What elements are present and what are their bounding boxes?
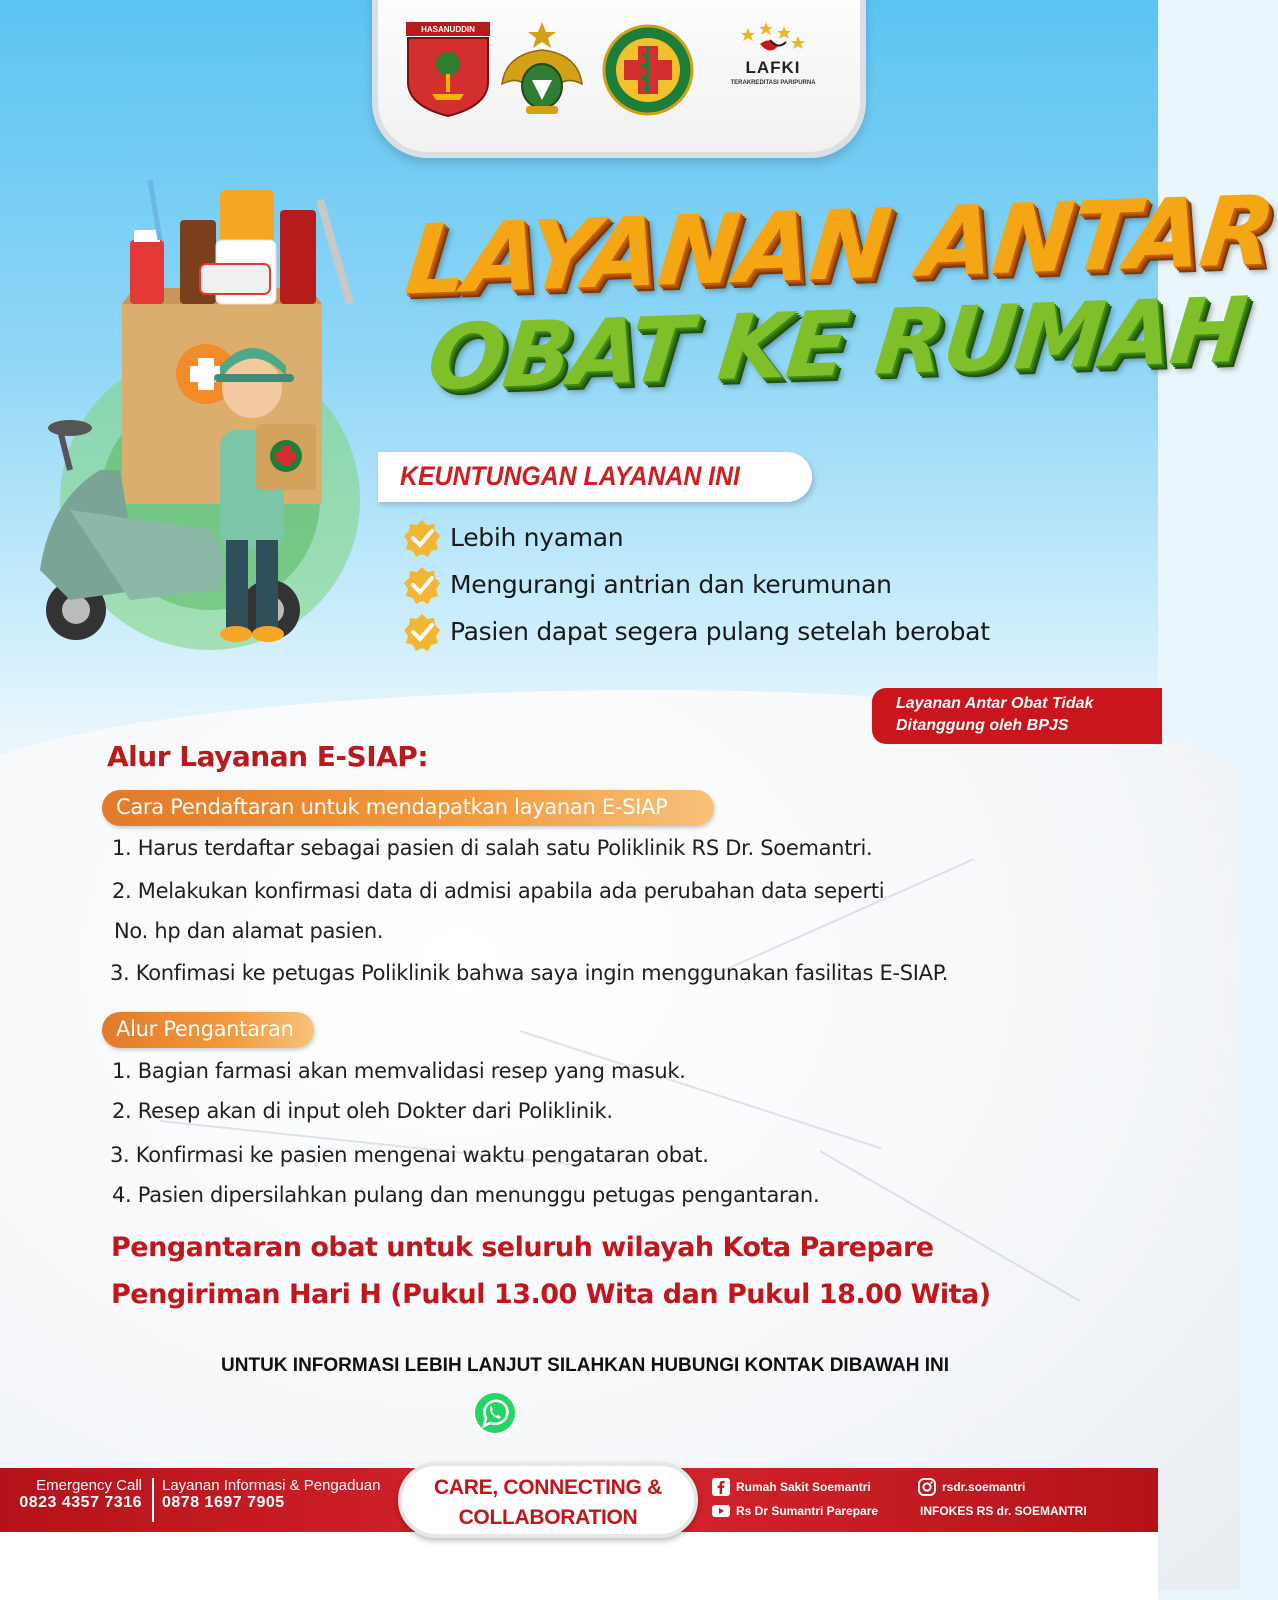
bpjs-badge <box>872 688 1162 744</box>
emergency-label: Emergency Call <box>36 1477 142 1494</box>
footer-bottom-strip <box>0 1532 1158 1600</box>
benefit-label: Pasien dapat segera pulang setelah berobat <box>450 617 990 646</box>
headline <box>400 174 1278 412</box>
bpjs-badge-line1: Layanan Antar Obat Tidak <box>896 695 1094 712</box>
emergency-number[interactable]: 0823 4357 7316 <box>19 1494 142 1511</box>
check-badge-icon <box>402 612 442 652</box>
infokes-text: INFOKES RS dr. SOEMANTRI <box>920 1504 1087 1518</box>
contact-cta: UNTUK INFORMASI LEBIH LANJUT SILAHKAN HUBUNGI KONTAK DIBAWAH INI <box>221 1355 949 1376</box>
layanan-label: Layanan Informasi & Pengaduan <box>162 1477 381 1494</box>
bpjs-badge-line2: Ditanggung oleh BPJS <box>896 717 1069 734</box>
benefit-item <box>402 608 990 655</box>
benefit-item <box>402 561 990 608</box>
coverage-highlight: Pengantaran obat untuk seluruh wilayah Kota Parepare <box>111 1232 934 1263</box>
pengantaran-step: 1. Bagian farmasi akan memvalidasi resep yang masuk. <box>112 1059 686 1083</box>
facebook-link[interactable] <box>712 1478 871 1496</box>
benefit-list <box>402 514 990 655</box>
headline-line2: OBAT KE RUMAH <box>423 277 1250 412</box>
schedule-highlight: Pengiriman Hari H (Pukul 13.00 Wita dan Pukul 18.00 Wita) <box>111 1279 991 1310</box>
pengantaran-step: 2. Resep akan di input oleh Dokter dari Poliklinik. <box>112 1099 613 1123</box>
headline-line1: LAYANAN ANTAR <box>400 174 1278 317</box>
youtube-link[interactable] <box>712 1502 878 1520</box>
pendaftaran-label-pill <box>102 790 714 826</box>
pendaftaran-step: 1. Harus terdaftar sebagai pasien di salah satu Poliklinik RS Dr. Soemantri. <box>112 836 873 860</box>
lafki-logo <box>708 20 838 118</box>
pengantaran-label: Alur Pengantaran <box>116 1017 294 1041</box>
pengantaran-step: 3. Konfirmasi ke pasien mengenai waktu pengataran obat. <box>110 1143 709 1167</box>
rs-soemantri-logo <box>602 20 694 118</box>
footer-divider <box>152 1478 154 1522</box>
hasanuddin-logo <box>402 20 494 118</box>
layanan-contact <box>162 1477 381 1512</box>
infokes-label <box>920 1504 1087 1518</box>
kostrad-emblem <box>496 20 588 118</box>
instagram-icon <box>918 1478 936 1496</box>
youtube-label: Rs Dr Sumantri Parepare <box>736 1504 879 1518</box>
facebook-icon <box>712 1478 730 1496</box>
tagline-line2: COLLABORATION <box>458 1506 638 1529</box>
benefit-item <box>402 514 990 561</box>
pendaftaran-step-continued: No. hp dan alamat pasien. <box>114 919 384 943</box>
facebook-label: Rumah Sakit Soemantri <box>736 1480 871 1494</box>
layanan-number[interactable]: 0878 1697 7905 <box>162 1494 285 1511</box>
whatsapp-icon[interactable] <box>472 1390 518 1436</box>
pengantaran-label-pill <box>102 1012 314 1048</box>
check-badge-icon <box>402 518 442 558</box>
instagram-link[interactable] <box>918 1478 1025 1496</box>
keuntungan-banner <box>378 452 812 502</box>
tagline-pill <box>398 1462 698 1538</box>
lafki-subtitle: TERAKREDITASI PARIPURNA <box>730 80 816 86</box>
hasanuddin-text: HASANUDDIN <box>421 25 475 34</box>
emergency-contact <box>0 1477 142 1512</box>
pengantaran-step: 4. Pasien dipersilahkan pulang dan menunggu petugas pengantaran. <box>112 1183 820 1207</box>
instagram-label: rsdr.soemantri <box>942 1480 1026 1494</box>
check-badge-icon <box>402 565 442 605</box>
delivery-illustration <box>30 170 410 650</box>
alur-title: Alur Layanan E-SIAP: <box>107 740 429 773</box>
benefit-label: Lebih nyaman <box>450 523 624 552</box>
lafki-stars-icon <box>708 20 838 60</box>
keuntungan-title: KEUNTUNGAN LAYANAN INI <box>400 461 740 491</box>
pendaftaran-label: Cara Pendaftaran untuk mendapatkan layanan E-SIAP <box>116 795 668 819</box>
benefit-label: Mengurangi antrian dan kerumunan <box>450 570 892 599</box>
pendaftaran-step: 3. Konfimasi ke petugas Poliklinik bahwa saya ingin menggunakan fasilitas E-SIAP. <box>110 961 949 985</box>
logo-card <box>372 0 866 158</box>
tagline-line1: CARE, CONNECTING & <box>434 1476 662 1499</box>
lafki-text: LAFKI <box>745 58 801 77</box>
pendaftaran-step: 2. Melakukan konfirmasi data di admisi apabila ada perubahan data seperti <box>112 879 885 903</box>
youtube-icon <box>712 1502 730 1520</box>
